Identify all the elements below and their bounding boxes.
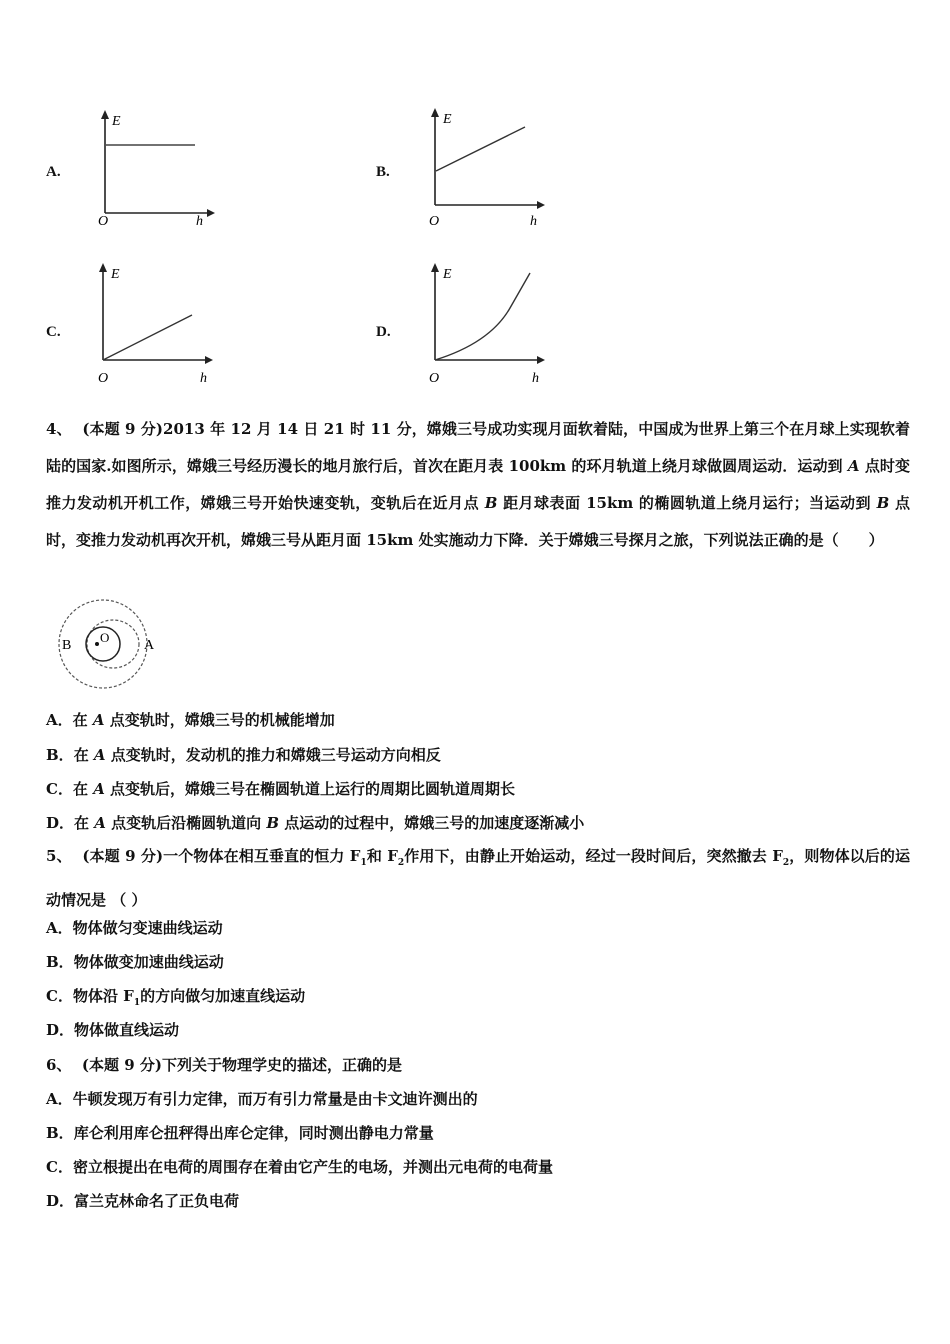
- label-o: O: [100, 630, 110, 645]
- option-label: C．: [46, 987, 73, 1005]
- question-score: (本题 9 分): [82, 847, 164, 865]
- q5-option-b[interactable]: [46, 952, 224, 972]
- graph-d: [420, 258, 552, 388]
- question-6-stem: [46, 1055, 402, 1075]
- graph-b: [420, 103, 550, 230]
- option-text: 在: [73, 746, 94, 764]
- y-label: E: [111, 267, 120, 282]
- option-text: 在: [72, 711, 93, 729]
- q4-option-a[interactable]: [46, 710, 335, 730]
- question-number: 5、: [46, 847, 72, 865]
- stem-text: 点时，变推力发动机再次开机，嫦娥三号从距月面 15km 处实施动力下降．关于嫦娥三号探月之旅，下列说法正确的是（ ）: [46, 494, 910, 549]
- q5-option-c[interactable]: [46, 986, 305, 1013]
- option-var: A: [94, 814, 106, 832]
- option-var: A: [92, 711, 105, 729]
- graph-option-b-label: B.: [376, 164, 390, 180]
- option-text: 物体做匀变速曲线运动: [72, 919, 223, 937]
- q4-option-c[interactable]: [46, 779, 515, 799]
- x-arrow: [537, 356, 545, 364]
- option-text: 点运动的过程中，嫦娥三号的加速度逐渐减小: [279, 814, 585, 832]
- q4-option-b[interactable]: [46, 745, 441, 765]
- subscript: 1: [133, 998, 141, 1008]
- graph-a: [90, 105, 220, 230]
- question-4-stem: [46, 411, 910, 559]
- option-text: 富兰克林命名了正负电荷: [74, 1192, 240, 1210]
- option-text: 物体做变加速曲线运动: [73, 953, 224, 971]
- origin-label: O: [98, 371, 109, 386]
- option-text: 的方向做匀加速直线运动: [140, 987, 306, 1005]
- moon-center: [95, 642, 99, 646]
- subscript: 1: [360, 858, 367, 868]
- y-arrow: [431, 108, 439, 117]
- origin-label: O: [98, 214, 109, 229]
- origin-label: O: [429, 371, 440, 386]
- var-a: A: [847, 457, 860, 475]
- option-text: 密立根提出在电荷的周围存在着由它产生的电场，并测出元电荷的电荷量: [72, 1158, 553, 1176]
- var-b: B: [484, 494, 498, 512]
- x-label: h: [530, 214, 537, 229]
- option-label: B．: [46, 953, 74, 971]
- graph-curve: [435, 273, 530, 360]
- graph-option-c-label: C.: [46, 324, 61, 340]
- question-5-stem: [46, 838, 910, 919]
- option-label: A．: [46, 711, 73, 729]
- option-label: B．: [46, 1124, 74, 1142]
- subscript: 2: [397, 858, 405, 868]
- q6-option-c[interactable]: [46, 1157, 553, 1177]
- orbit-diagram: [48, 598, 166, 690]
- q6-option-d[interactable]: [46, 1191, 239, 1211]
- graph-option-a-label: A.: [46, 164, 61, 180]
- q4-option-d[interactable]: [46, 813, 584, 833]
- option-label: B．: [46, 746, 74, 764]
- stem-text: 点时变推力发动机开机工作，嫦娥三号开始快速变轨，变轨后在近月点: [46, 457, 910, 512]
- option-text: 点变轨时，发动机的推力和嫦娥三号运动方向相反: [105, 746, 441, 764]
- option-text: 在: [74, 814, 95, 832]
- y-label: E: [443, 267, 452, 282]
- x-arrow: [537, 201, 545, 209]
- stem-text: 作用下，由静止开始运动，经过一段时间后，突然撤去 F: [404, 847, 783, 865]
- origin-label: O: [429, 214, 440, 229]
- var-b: B: [876, 494, 890, 512]
- y-arrow: [431, 263, 439, 272]
- option-label: D．: [46, 1192, 75, 1210]
- option-text: 在: [72, 780, 94, 798]
- x-label: h: [196, 214, 203, 229]
- y-arrow: [99, 263, 107, 272]
- option-var: A: [93, 746, 106, 764]
- option-var: A: [93, 780, 105, 798]
- question-number: 4、: [46, 420, 72, 438]
- x-label: h: [532, 371, 539, 386]
- option-text: 点变轨后，嫦娥三号在椭圆轨道上运行的周期比圆轨道周期长: [104, 780, 516, 798]
- x-arrow: [205, 356, 213, 364]
- option-var: B: [266, 814, 280, 832]
- option-text: 物体沿 F: [72, 987, 134, 1005]
- option-label: A．: [46, 1090, 73, 1108]
- option-label: A．: [46, 919, 73, 937]
- x-label: h: [200, 371, 207, 386]
- option-text: 库仑利用库仑扭秤得出库仑定律，同时测出静电力常量: [73, 1124, 434, 1142]
- subscript: 2: [782, 858, 790, 868]
- x-arrow: [207, 209, 215, 217]
- stem-text: 下列关于物理学史的描述，正确的是: [161, 1056, 402, 1074]
- stem-text: 距月球表面 15km 的椭圆轨道上绕月运行；当运动到: [497, 494, 877, 512]
- option-text: 物体做直线运动: [74, 1021, 180, 1039]
- y-arrow: [101, 110, 109, 119]
- option-text: 点变轨时，嫦娥三号的机械能增加: [104, 711, 335, 729]
- y-label: E: [443, 112, 452, 127]
- q6-option-a[interactable]: [46, 1089, 478, 1109]
- q5-option-d[interactable]: [46, 1020, 179, 1040]
- q6-option-b[interactable]: [46, 1123, 434, 1143]
- graph-line: [436, 127, 525, 171]
- question-score: (本题 9 分): [81, 1056, 162, 1074]
- graph-line: [103, 315, 192, 360]
- question-number: 6、: [46, 1056, 72, 1074]
- option-text: 点变轨后沿椭圆轨道向: [105, 814, 267, 832]
- option-label: D．: [46, 814, 75, 832]
- option-label: C．: [46, 1158, 73, 1176]
- graph-c: [88, 258, 220, 388]
- question-score: (本题 9 分): [82, 420, 164, 438]
- option-text: 牛顿发现万有引力定律，而万有引力常量是由卡文迪许测出的: [72, 1090, 478, 1108]
- option-label: C．: [46, 780, 73, 798]
- stem-text: ，则物体以后的运动情况是 （ ）: [46, 847, 911, 909]
- q5-option-a[interactable]: [46, 918, 223, 938]
- graph-option-d-label: D.: [376, 324, 391, 340]
- stem-text: 一个物体在相互垂直的恒力 F: [163, 847, 361, 865]
- option-label: D．: [46, 1021, 75, 1039]
- stem-text: 2013 年 12 月 14 日 21 时 11 分，嫦娥三号成功实现月面软着陆，中国成为世界上第三个在月球上实现软着陆的国家.如图所示，嫦娥三号经历漫长的地月旅行后，首次在距月表 100km 的环月轨道上绕月球做圆周运动．运动到: [46, 420, 911, 475]
- elliptical-orbit: [87, 620, 139, 668]
- stem-text: 和 F: [366, 847, 398, 865]
- label-a: A: [144, 638, 155, 653]
- y-label: E: [112, 114, 121, 129]
- label-b: B: [62, 638, 72, 653]
